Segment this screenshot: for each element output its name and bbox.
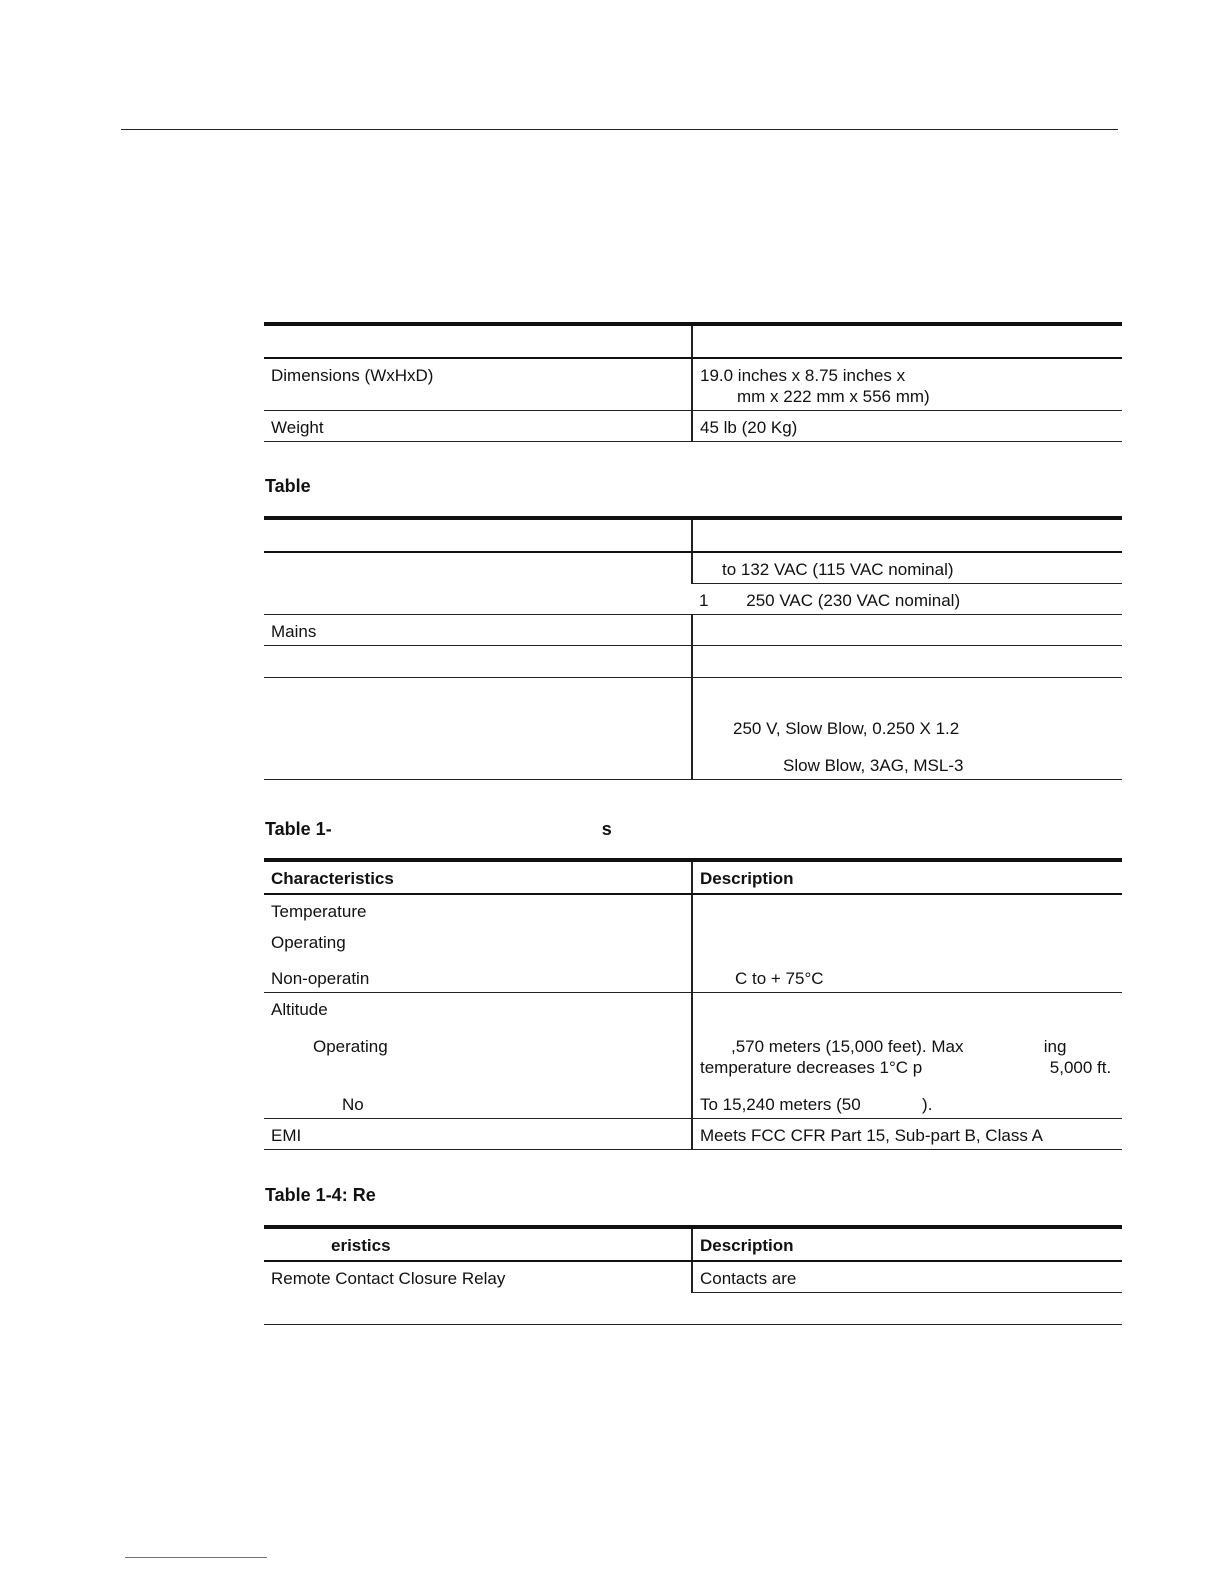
header-cell-description [692,324,1122,358]
dimensions-line-2: mm x 222 mm x 556 mm) [737,387,930,406]
fuse-line-2: Slow Blow, 3AG, MSL-3 [783,756,964,775]
cell-altitude-group [264,993,692,1119]
alt-operating-desc-2: temperature decreases 1°C p 5,000 ft. [700,1058,1112,1077]
table-environmental [264,858,1122,1150]
table-row [264,411,1122,442]
header-cell-characteristics: eristics [264,1227,692,1261]
label-temperature: Temperature [271,902,367,921]
header-cell-description [692,518,1122,552]
cell-altitude-desc [692,993,1122,1119]
label-alt-non-operating: No [342,1095,364,1114]
cell-relay-desc: Contacts are [692,1261,1122,1293]
table-remote [264,1225,1122,1325]
alt-operating-desc-1: ,570 meters (15,000 feet). Max ing [731,1037,1067,1056]
header-cell-characteristics [264,518,692,552]
cell-emi-label: EMI [264,1119,692,1150]
cell-dimensions-label: Dimensions (WxHxD) [264,358,692,411]
table-header-row [264,1227,1122,1261]
table-header-row [264,518,1122,552]
fuse-line-1: 250 V, Slow Blow, 0.250 X 1.2 [733,719,960,738]
table-header-row [264,860,1122,894]
table-caption-remote: Table 1-4: Re [265,1185,376,1205]
header-cell-characteristics: Characteristics [264,860,692,894]
cell-voltage-label [264,552,692,615]
alt-non-operating-desc: To 15,240 meters (50 ). [700,1095,933,1114]
cell-voltage-230: 1 250 VAC (230 VAC nominal) [692,584,1122,615]
cell-temperature-desc [692,894,1122,993]
cell-weight-value: 45 lb (20 Kg) [692,411,1122,442]
cell-relay-desc-2 [692,1293,1122,1325]
cell-fuse-label [264,678,692,780]
table-caption-electrical: Table [265,476,311,496]
table-row [264,552,1122,584]
caption-part-a: Table 1- [265,819,332,839]
footer-rule [125,1557,267,1558]
header-rule [121,129,1118,130]
label-operating: Operating [271,933,346,952]
cell-blank-value [692,646,1122,678]
table-row [264,1261,1122,1293]
header-cell-description: Description [692,860,1122,894]
cell-voltage-115: to 132 VAC (115 VAC nominal) [692,552,1122,584]
cell-relay-label: Remote Contact Closure Relay [264,1261,692,1325]
table-row [264,646,1122,678]
table-caption-environmental [265,819,612,840]
table-row [264,993,1122,1119]
cell-emi-desc: Meets FCC CFR Part 15, Sub-part B, Class A [692,1119,1122,1150]
cell-weight-label: Weight [264,411,692,442]
label-alt-operating: Operating [313,1037,388,1056]
dimensions-line-1: 19.0 inches x 8.75 inches x [700,366,906,385]
caption-part-b: s [601,819,612,839]
table-row [264,894,1122,993]
cell-mains-label: Mains [264,615,692,646]
cell-temperature-group [264,894,692,993]
table-header-row [264,324,1122,358]
header-cell-description: Description [692,1227,1122,1261]
non-operating-desc: C to + 75°C [735,969,824,988]
table-row [264,1119,1122,1150]
table-row [264,678,1122,780]
cell-mains-value [692,615,1122,646]
cell-blank-label [264,646,692,678]
table-row [264,358,1122,411]
cell-fuse-value [692,678,1122,780]
label-altitude: Altitude [271,1000,328,1019]
table-mechanical [264,322,1122,442]
label-non-operating: Non-operatin [271,969,370,988]
table-row [264,615,1122,646]
header-cell-characteristics [264,324,692,358]
table-electrical [264,516,1122,780]
cell-dimensions-value [692,358,1122,411]
